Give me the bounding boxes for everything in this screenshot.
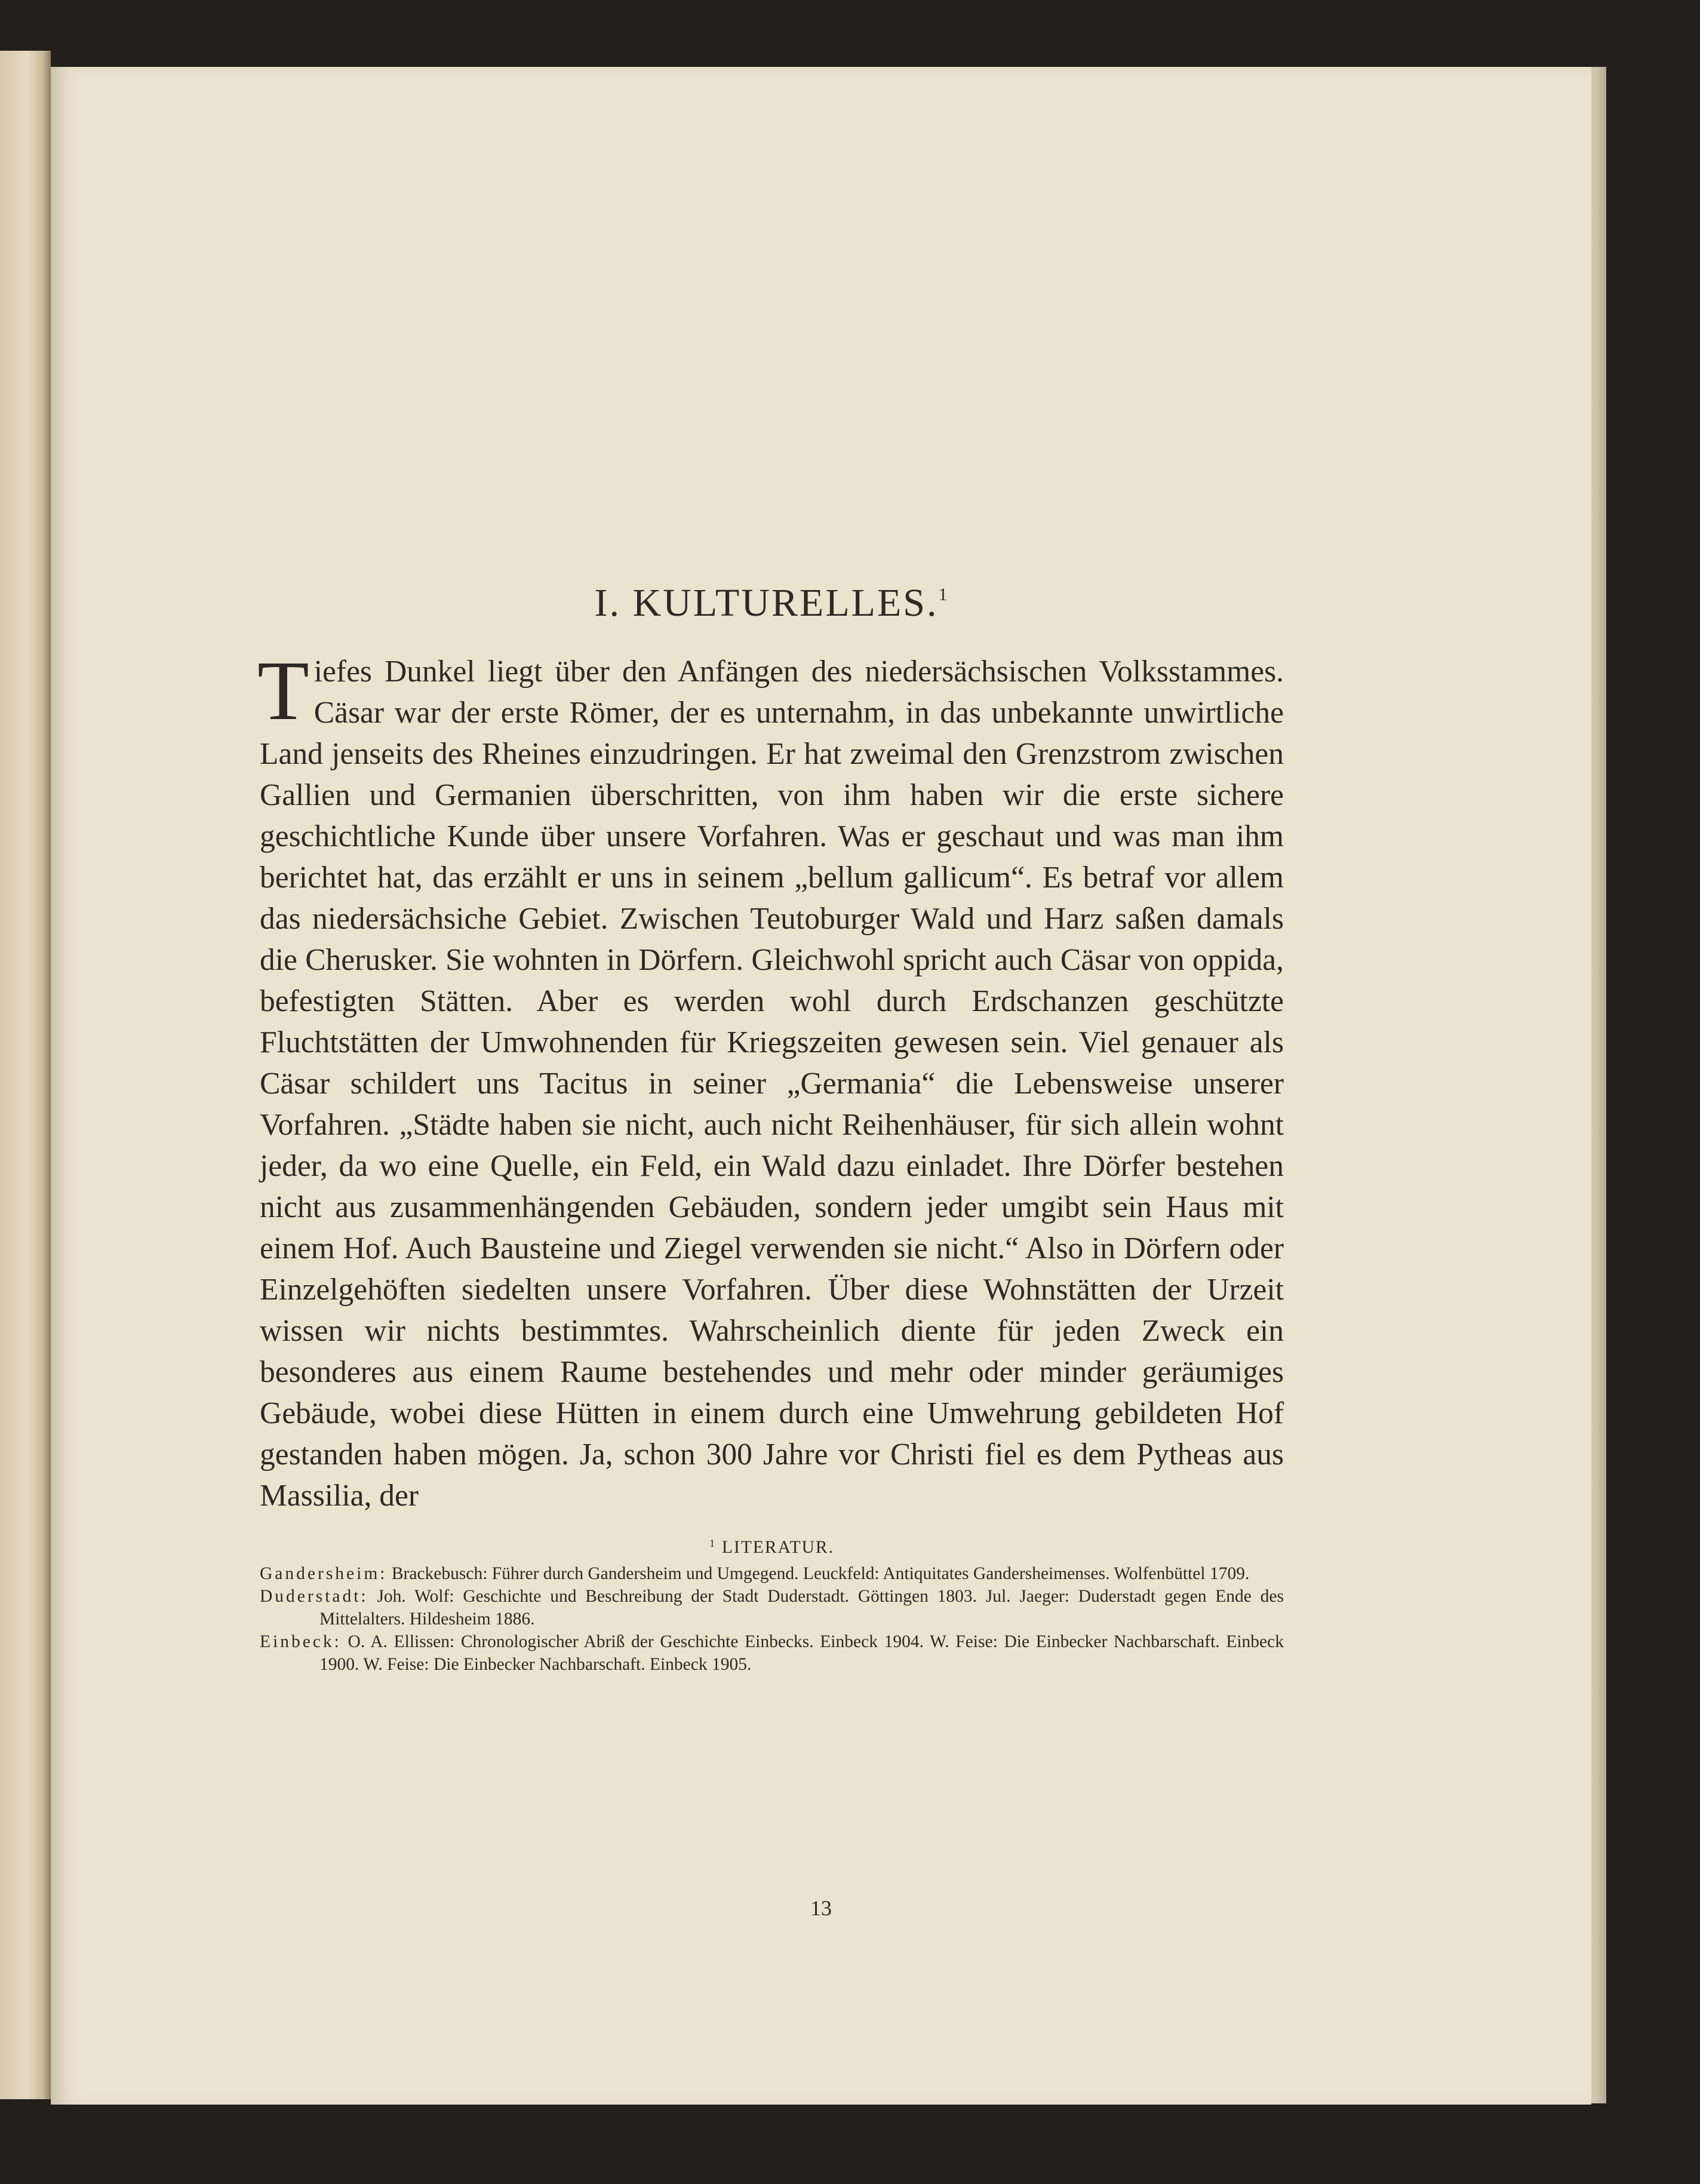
left-page-edge [0,51,51,2099]
footnote-reference: 1 [938,585,949,604]
footnote-entry [260,1630,1284,1676]
page-number: 13 [810,1896,832,1920]
footnote-entry [260,1585,1284,1630]
footnote-entry [260,1562,1284,1585]
footnote-mark: 1 [709,1537,717,1549]
page-content [257,580,1284,1676]
footnote-heading-text: LITERATUR. [722,1538,834,1557]
book-page [51,67,1591,2105]
footnote-text: Joh. Wolf: Geschichte und Beschreibung der Stadt Duderstadt. Göttingen 1803. Jul. Jaeger: Duderstadt gegen Ende des Mittelalters. Hildesheim 1886. [319,1587,1284,1629]
footnote-text: O. A. Ellissen: Chronologischer Abriß der Geschichte Einbecks. Einbeck 1904. W. Feise: Die Einbecker Nachbarschaft. Einbeck 1900. W. Feise: Die Einbecker Nachbarschaft. Einbeck 1905. [319,1632,1284,1674]
footnote-place: Gandersheim: [260,1564,388,1583]
footnote-place: Duderstadt: [260,1587,368,1606]
body-paragraph [257,643,1284,1516]
footnote-place: Einbeck: [260,1632,342,1651]
footnote-heading [260,1532,1284,1559]
chapter-title-text: I. KULTURELLES. [594,581,939,625]
drop-cap: T [257,643,309,738]
footnotes [260,1532,1284,1676]
chapter-title [260,580,1284,626]
body-text: iefes Dunkel liegt über den Anfängen des niedersächsischen Volksstammes. Cäsar war der erste Römer, der es unternahm, in das unbekannte unwirtliche Land jenseits des Rheines einzudringen. Er hat zweimal den Grenzstrom zwischen Gallien und Germanien überschritten, von ihm haben wir die erste sichere geschichtliche Kunde über unsere Vorfahren. Was er geschaut und was man ihm berichtet hat, das erzählt er uns in seinem „bellum gallicum“. Es betraf vor allem das niedersächsiche Gebiet. Zwischen Teutoburger Wald und Harz saßen damals die Cherusker. Sie wohnten in Dörfern. Gleichwohl spricht auch Cäsar von oppida, befestigten Stätten. Aber es werden wohl durch Erdschanzen geschützte Fluchtstätten der Umwohnenden für Kriegszeiten gewesen sein. Viel genauer als Cäsar schildert uns Tacitus in seiner „Germania“ die Lebensweise unserer Vorfahren. „Städte haben sie nicht, auch nicht Reihenhäuser, für sich allein wohnt jeder, da wo eine Quelle, ein Feld, ein Wald dazu einladet. Ihre Dörfer bestehen nicht aus zusammenhängenden Gebäuden, sondern jeder umgibt sein Haus mit einem Hof. Auch Bausteine und Ziegel verwenden sie nicht.“ Also in Dörfern oder Einzelgehöften siedelten unsere Vorfahren. Über diese Wohnstätten der Urzeit wissen wir nichts bestimmtes. Wahrscheinlich diente für jeden Zweck ein besonderes aus einem Raume bestehendes und mehr oder minder geräumiges Gebäude, wobei diese Hütten in einem durch eine Umwehrung gebildeten Hof gestanden haben mögen. Ja, schon 300 Jahre vor Christi fiel es dem Pytheas aus Massilia, der [260,655,1284,1513]
footnote-text: Brackebusch: Führer durch Gandersheim und Umgegend. Leuckfeld: Antiquitates Gandersheimenses. Wolfenbüttel 1709. [391,1564,1250,1583]
